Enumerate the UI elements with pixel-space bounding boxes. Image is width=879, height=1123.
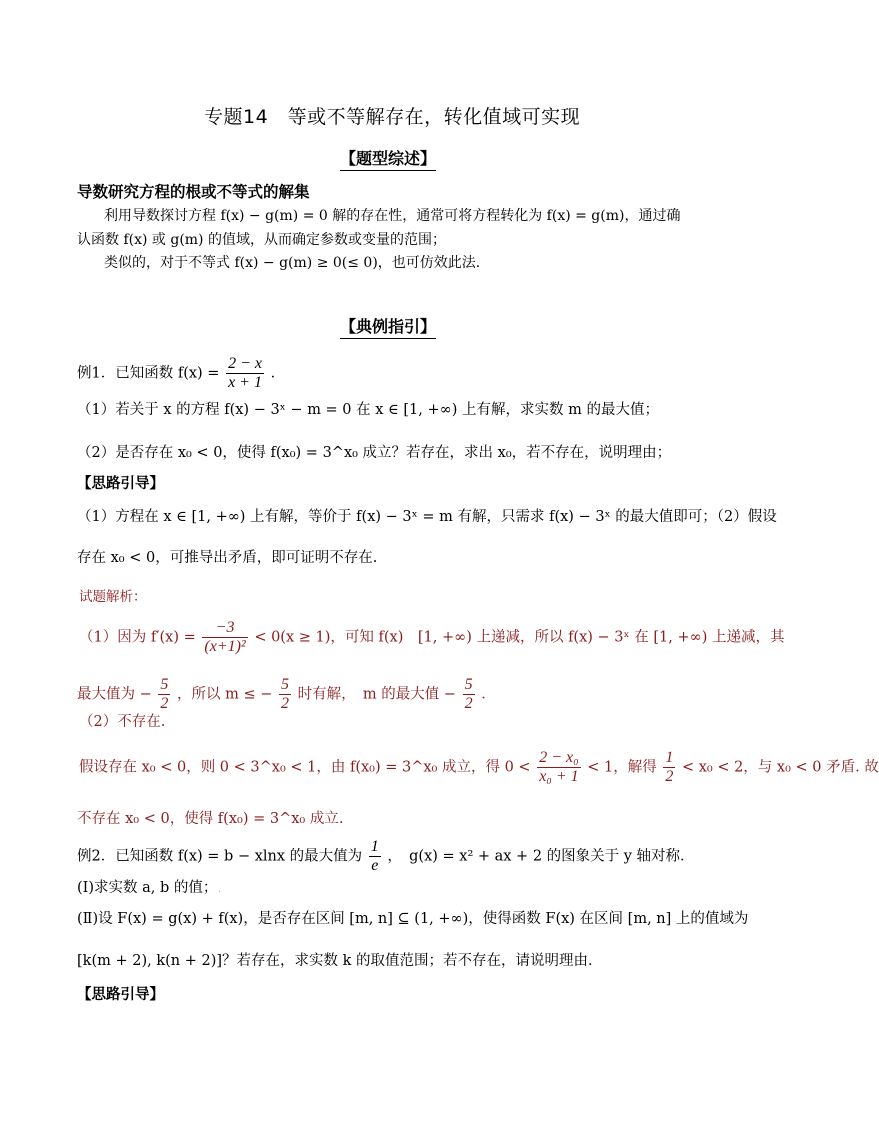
fraction-numerator: 1 [370, 838, 379, 855]
inequality-fraction [537, 749, 580, 786]
one-half-fraction [663, 749, 675, 786]
fraction-numerator: 5 [464, 676, 473, 693]
solution-part-2-line-1 [79, 749, 879, 786]
example-2-stem [77, 838, 695, 875]
solution-part-2-text-b: < 1，解得 [587, 759, 657, 776]
fraction-numerator: 5 [280, 676, 289, 693]
fraction-denominator: (x+1)² [204, 638, 246, 655]
example-1-hint-label: 【思路引导】 [77, 476, 164, 492]
section-heading-overview: 【题型综述】 [340, 149, 436, 171]
example-2-question-2: (Ⅱ)设 F(x) = g(x) + f(x)，是否存在区间 [m, n] ⊆ (1, +∞)，使得函数 F(x) 在区间 [m, n] 上的值域为 [77, 911, 749, 927]
fraction-denominator: 2 [160, 695, 169, 712]
solution-m-bound-label: ，所以 m ≤ − [176, 686, 273, 703]
stray-mark: . [218, 884, 222, 895]
one-over-e-fraction [369, 838, 381, 875]
solution-part-2-text-a: 假设存在 x₀ < 0，则 0 < 3^x₀ < 1，由 f(x₀) = 3^x₀ 成立，得 0 < [79, 759, 531, 776]
solution-part-1-line-2 [77, 676, 496, 713]
overview-paragraph-1b: 认函数 f(x) 或 g(m) 的值域，从而确定参数或变量的范围； [77, 232, 446, 248]
derivative-fraction [202, 619, 247, 656]
example-1-stem-suffix: ． [270, 365, 286, 382]
overview-heading: 导数研究方程的根或不等式的解集 [77, 183, 310, 201]
example-1-stem [77, 355, 285, 392]
example-1-stem-prefix: 例1．已知函数 f(x) = [77, 365, 220, 382]
fraction-denominator: x₀ + 1 [539, 768, 579, 785]
section-heading-examples: 【典例指引】 [340, 317, 436, 339]
overview-paragraph-1a: 利用导数探讨方程 f(x) − g(m) = 0 解的存在性，通常可将方程转化为 f(x) = g(m)，通过确 [104, 208, 681, 224]
example-2-stem-text-a: 例2．已知函数 f(x) = b − xlnx 的最大值为 [77, 848, 363, 865]
example-2-question-2-continued: [k(m + 2), k(n + 2)]？若存在，求实数 k 的取值范围；若不存在，请说明理由． [77, 953, 603, 969]
example-2-question-1: (Ⅰ)求实数 a, b 的值； [77, 880, 218, 896]
fraction-denominator: 2 [280, 695, 289, 712]
fraction-denominator: 2 [464, 695, 473, 712]
example-1-question-1: （1）若关于 x 的方程 f(x) − 3ˣ − m = 0 在 x ∈ [1, +∞) 上有解，求实数 m 的最大值； [77, 402, 659, 418]
solution-part-1-text-b: < 0(x ≥ 1)，可知 f(x) [1, +∞) 上递减，所以 f(x) − 3ˣ 在 [1, +∞) 上递减，其 [254, 629, 785, 646]
example-1-hint-line-1: （1）方程在 x ∈ [1, +∞) 上有解，等价于 f(x) − 3ˣ = m 有解，只需求 f(x) − 3ˣ 的最大值即可；（2）假设 [77, 509, 777, 525]
overview-paragraph-2: 类似的，对于不等式 f(x) − g(m) ≥ 0(≤ 0)，也可仿效此法. [104, 255, 481, 271]
fraction-numerator: 1 [665, 749, 674, 766]
fraction-numerator: −3 [202, 619, 247, 638]
example-2-hint-label: 【思路引导】 [77, 987, 164, 1003]
solution-part-2-line-2: 不存在 x₀ < 0，使得 f(x₀) = 3^x₀ 成立. [77, 811, 344, 827]
example-2-stem-text-b: ， g(x) = x² + ax + 2 的图象关于 y 轴对称． [387, 848, 695, 865]
solution-period: ． [481, 686, 496, 703]
five-halves-fraction [463, 676, 475, 713]
fraction-denominator: 2 [665, 768, 674, 785]
solution-part-2-header: （2）不存在. [79, 714, 166, 730]
example-1-hint-line-2: 存在 x₀ < 0，可推导出矛盾，即可证明不存在. [77, 550, 378, 566]
fraction-numerator: 5 [160, 676, 169, 693]
solution-part-1-line-1 [79, 619, 784, 656]
solution-max-label: 最大值为 − [77, 686, 152, 703]
fraction-numerator: 2 − x [228, 355, 262, 372]
solution-part-1-text-a: （1）因为 f′(x) = [79, 629, 196, 646]
solution-part-2-text-c: < x₀ < 2，与 x₀ < 0 矛盾. 故 [681, 759, 879, 776]
example-1-question-2: （2）是否存在 x₀ < 0，使得 f(x₀) = 3^x₀ 成立？若存在，求出 x₀，若不存在，说明理由； [77, 445, 672, 461]
example-1-fraction [226, 355, 264, 392]
solution-label: 试题解析： [79, 589, 147, 605]
solution-m-max-label: 时有解， m 的最大值 − [297, 686, 456, 703]
fraction-numerator: 2 − x₀ [539, 749, 579, 766]
five-halves-fraction [279, 676, 291, 713]
five-halves-fraction [158, 676, 170, 713]
fraction-denominator: e [371, 857, 379, 874]
page-title: 专题14 等或不等解存在，转化值域可实现 [204, 106, 581, 128]
fraction-denominator: x + 1 [228, 374, 262, 391]
